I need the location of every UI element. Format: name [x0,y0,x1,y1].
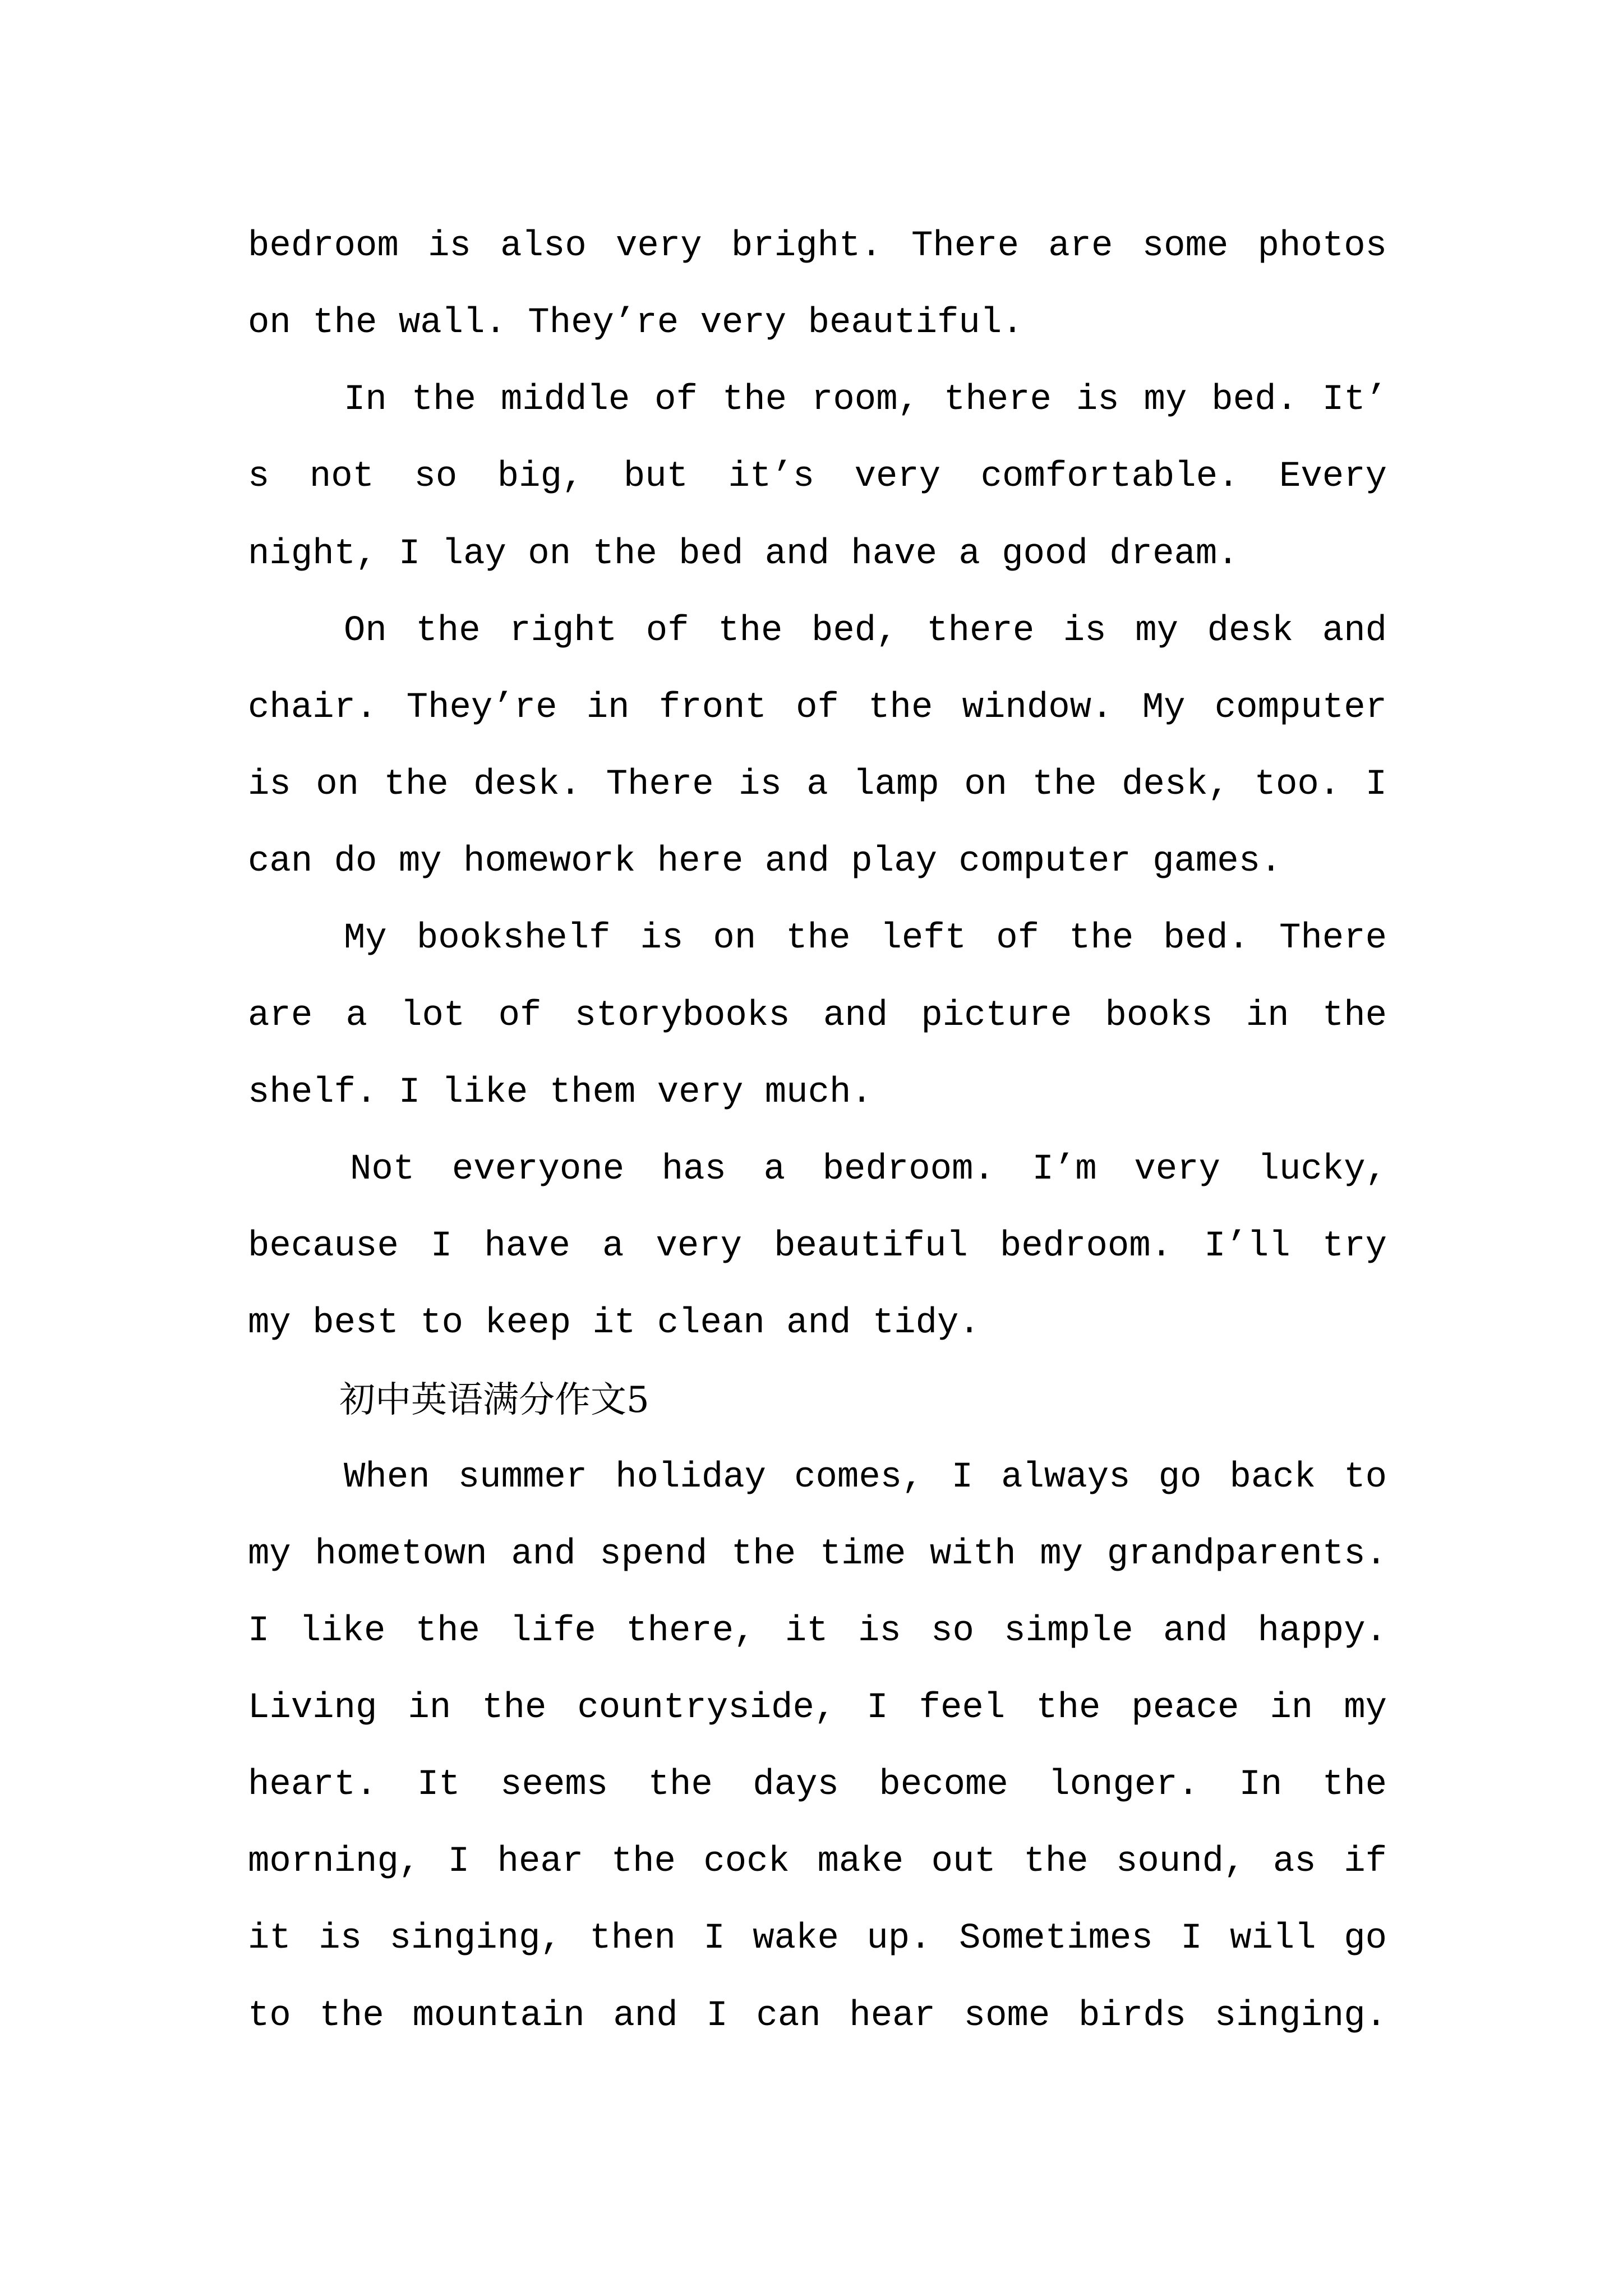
text-line: because I have a very beautiful bedroom. I’ll try [248,1226,1387,1267]
text-line: to the mountain and I can hear some birds singing. [248,1995,1387,2036]
text-line: In the middle of the room, there is my bed. It’ [344,380,1387,421]
text-line: it is singing, then I wake up. Sometimes I will go [248,1918,1387,1959]
text-line: Not everyone has a bedroom. I’m very lucky, [350,1149,1387,1190]
text-line: my hometown and spend the time with my grandparents. [248,1534,1387,1575]
paragraph-bed [248,362,1387,592]
text-line: on the wall. They’re very beautiful. [248,303,1023,344]
text-line: morning, I hear the cock make out the sound, as if [248,1842,1387,1883]
paragraph-bookshelf [248,900,1387,1131]
paragraph-lucky [248,1131,1387,1362]
text-line: shelf. I like them very much. [248,1072,873,1113]
paragraph-summer-holiday [248,1439,1387,2055]
text-line: is on the desk. There is a lamp on the desk, too. I [248,765,1387,806]
section-heading: 初中英语满分作文5 [339,1379,649,1421]
text-line: bedroom is also very bright. There are some photos [248,226,1387,266]
text-line: chair. They’re in front of the window. My computer [248,687,1387,728]
text-line: On the right of the bed, there is my desk and [344,610,1387,651]
text-line: Living in the countryside, I feel the peace in my [248,1687,1387,1728]
text-line: are a lot of storybooks and picture books in the [248,995,1387,1036]
text-line: s not so big, but it’s very comfortable. Every [248,457,1387,498]
text-line: When summer holiday comes, I always go back to [344,1457,1387,1498]
text-line: my best to keep it clean and tidy. [248,1303,980,1344]
paragraph-desk [248,593,1387,901]
text-line: can do my homework here and play computer games. [248,841,1282,882]
text-line: My bookshelf is on the left of the bed. There [344,918,1387,959]
paragraph-bedroom-bright [248,208,1387,362]
text-line: I like the life there, it is so simple and happy. [248,1611,1387,1651]
document-body [248,208,1387,2055]
text-line: heart. It seems the days become longer. In the [248,1765,1387,1806]
text-line: night, I lay on the bed and have a good dream. [248,533,1239,574]
